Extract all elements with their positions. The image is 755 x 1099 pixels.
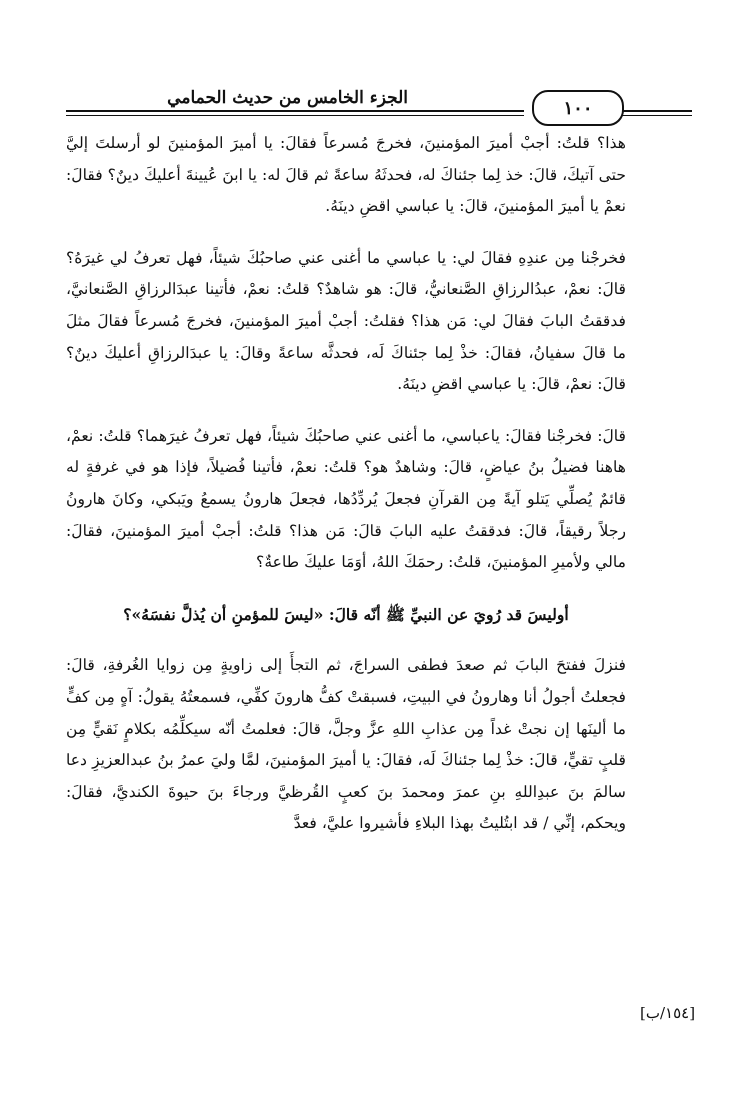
paragraph: هذا؟ قلتُ: أجبْ أميرَ المؤمنينَ، فخرجَ مُسرعاً فقالَ: يا أميرَ المؤمنينَ لو أرسلتَ إليَّ حتى آتيكَ، قالَ: خذ لِما جئناكَ له، فحدثَهُ ساعةً ثم قالَ له: يا ابنَ عُيينةَ أعليكَ دينٌ؟ فقالَ: نعمْ يا أميرَ المؤمنينَ، قالَ: يا عباسي اقضِ دينَهُ. bbox=[66, 134, 626, 216]
paragraph: فنزلَ ففتحَ البابَ ثم صعدَ فطفى السراجَ، ثم التجأَ إلى زاويةٍ مِن زوايا الغُرفةِ، قالَ: فجعلتُ أجولُ أنا وهارونُ في البيتِ، فسبقتْ كفُّ هارونَ كفِّي، فسمعتُهُ يقولُ: آهٍ مِن كفٍّ ما ألينَها إن نجتْ غداً مِن عذابِ اللهِ عزَّ وجلَّ، قالَ: فعلمتُ أنّه سيكلِّمُه بكلامٍ نَقيٍّ مِن قلبٍ تقيٍّ، قالَ: خذْ لِما جئناكَ لَه، فقالَ: يا أميرَ المؤمنينَ، لمَّا وليَ عمرُ بنُ عبدالعزيزِ دعا سالمَ بنَ عبدِاللهِ بنِ عمرَ ومحمدَ بنَ كعبٍ القُرظيَّ ورجاءَ بنَ حيوةَ الكنديَّ، فقالَ: ويحكم، إنِّي / قد ابتُليتُ بهذا البلاءِ فأشيروا عليَّ، فعدَّ bbox=[66, 656, 626, 833]
running-title: الجزء الخامس من حديث الحمامي bbox=[167, 88, 408, 108]
header-rule bbox=[66, 110, 524, 112]
paragraph: فخرجْنا مِن عندِهِ فقالَ لي: يا عباسي ما أغنى عني صاحبُكَ شيئاً، فهل تعرفُ لي غيرَهُ؟ قالَ: نعمْ، عبدُالرزاقِ الصَّنعانيُّ، قالَ: هو شاهدٌ؟ قلتُ: نعمْ، فأتينا عبدَالرزاقِ الصَّنعانيَّ، فدققتُ البابَ فقالَ لي: مَن هذا؟ فقلتُ: أجبْ أميرَ المؤمنينَ، فخرجَ مُسرعاً فقالَ مثلَ ما قالَ سفيانُ، فقالَ: خذْ لِما جئناكَ لَه، فحدثَّه ساعةً وقالَ: يا عبدَالرزاقِ أعليكَ دينٌ؟ قالَ: نعمْ، قالَ: يا عباسي اقضِ دينَهُ. bbox=[66, 248, 626, 394]
hadith-quote: أوليسَ قد رُويَ عن النبيِّ ﷺ أنّه قالَ: «ليسَ للمؤمنِ أن يُذلَّ نفسَهُ»؟ bbox=[123, 604, 569, 624]
paragraph: قالَ: فخرجْنا فقالَ: ياعباسي، ما أغنى عني صاحبُكَ شيئاً، فهل تعرفُ غيرَهما؟ قلتُ: نعمْ، هاهنا فضيلُ بنُ عياضٍ، قالَ: وشاهدٌ هو؟ قلتُ: نعمْ، فأتينا فُضيلاً، فإذا هو في غرفةٍ له قائمٌ يُصلِّي يَتلو آيةً مِن القرآنِ فجعلَ يُردِّدُها، فجعلَ هارونُ يسمعُ ويَبكي، وكانَ هارونُ رجلاً رقيقاً، قالَ: فدققتُ عليه البابَ قالَ: مَن هذا؟ قلتُ: أجبْ أميرَ المؤمنينَ، فقالَ: مالي ولأميرِ المؤمنينَ، قلتُ: رحمَكَ اللهُ، أوَمَا عليكَ طاعةٌ؟ bbox=[66, 426, 626, 572]
body-text bbox=[66, 128, 626, 840]
page-number: ١٠٠ bbox=[532, 90, 624, 126]
header-rule-right bbox=[622, 110, 692, 112]
manuscript-folio-marker: [١٥٤/ب] bbox=[640, 1004, 696, 1022]
header-rule-thin bbox=[66, 115, 524, 116]
page-header bbox=[66, 86, 626, 126]
header-rule-right-thin bbox=[622, 115, 692, 116]
